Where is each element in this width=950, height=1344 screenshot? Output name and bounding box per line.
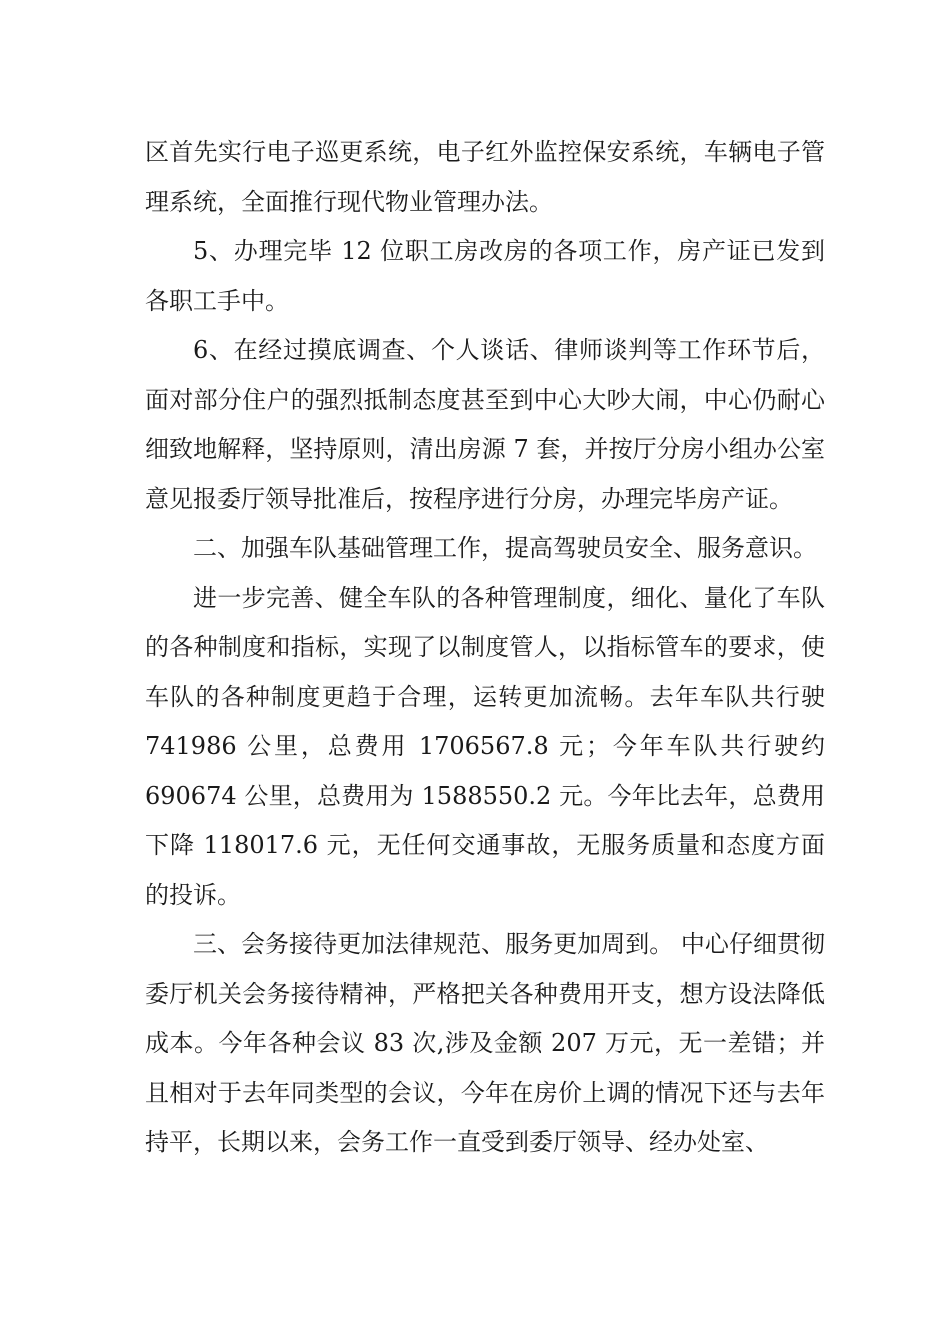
paragraph-item-6: 6、在经过摸底调查、个人谈话、律师谈判等工作环节后，面对部分住户的强烈抵制态度甚至到中心大吵大闹，中心仍耐心细致地解释，坚持原则，清出房源 7 套，并按厅分房小组办公室意见报委厅领导批准后，按程序进行分房，办理完毕房产证。 [145,336,825,513]
section-heading-3: 三、会务接待更加法律规范、服务更加周到。 中心仔细贯彻委厅机关会务接待精神，严格把关各种费用开支，想方设法降低成本。今年各种会议 83 次,涉及金额 207 万元，无一差错；并且相对于去年同类型的会议，今年在房价上调的情况下还与去年持平，长期以来，会务工作一直受到委厅领导、经办处室、 [145,930,825,1156]
paragraph-item-5: 5、办理完毕 12 位职工房改房的各项工作，房产证已发到各职工手中。 [145,237,825,315]
paragraph-property-systems: 区首先实行电子巡更系统，电子红外监控保安系统，车辆电子管理系统，全面推行现代物业管理办法。 [145,138,825,216]
section-heading-2: 二、加强车队基础管理工作，提高驾驶员安全、服务意识。 [193,534,817,562]
paragraph-fleet-management: 进一步完善、健全车队的各种管理制度，细化、量化了车队的各种制度和指标，实现了以制度管人，以指标管车的要求，使车队的各种制度更趋于合理，运转更加流畅。去年车队共行驶 741986 公里，总费用 1706567.8 元；今年车队共行驶约 690674 公里，总费用为 1588550.2 元。今年比去年，总费用下降 118017.6 元，无任何交通事故，无服务质量和态度方面的投诉。 [145,583,825,909]
document-body [145,128,825,1168]
